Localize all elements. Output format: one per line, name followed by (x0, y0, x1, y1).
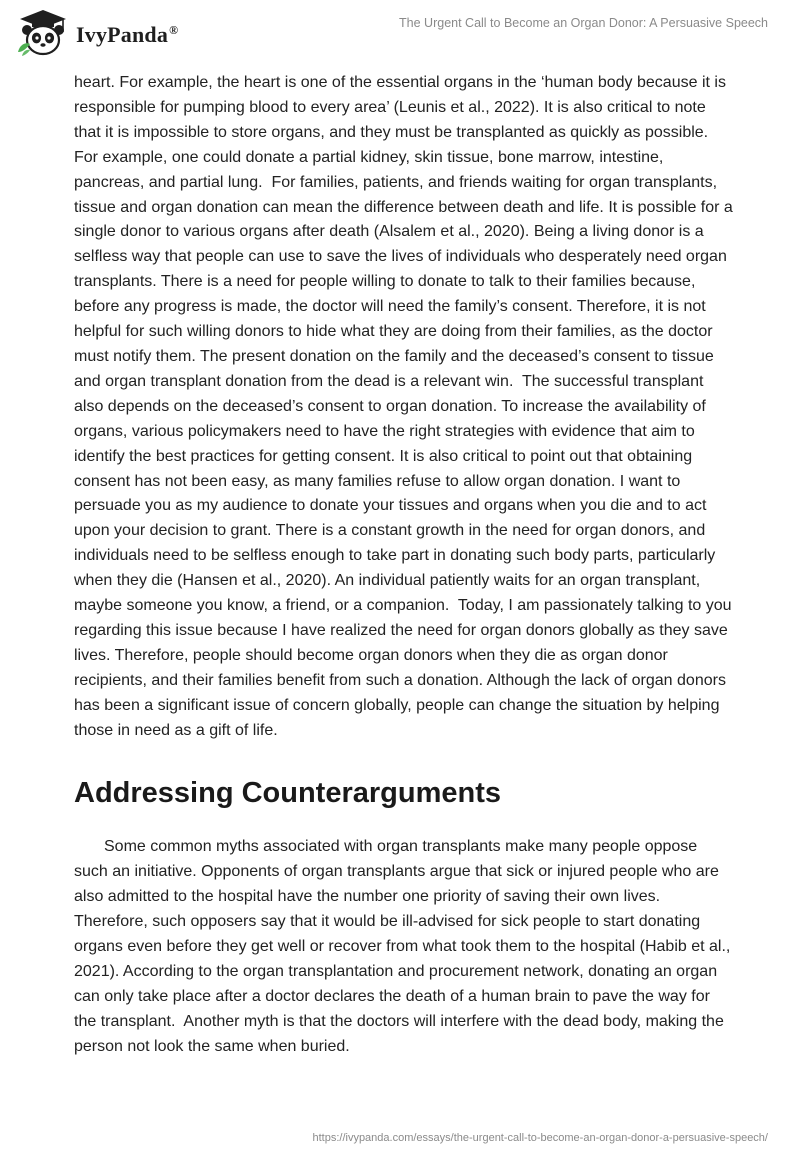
page-header (0, 0, 800, 64)
document-title: The Urgent Call to Become an Organ Donor: A Persuasive Speech (399, 16, 768, 30)
panda-graduate-icon (14, 8, 72, 58)
section-heading: Addressing Counterarguments (74, 777, 501, 810)
ivypanda-logo[interactable] (14, 8, 178, 58)
registered-mark: ® (169, 22, 179, 37)
body-paragraph-1: heart. For example, the heart is one of the essential organs in the ‘human body because it is responsible for pumping blood to every area’ (Leunis et al., 2022). It is also critical to note that it is impossible to store organs, and they must be transplanted as quickly as possible. For example, one could donate a partial kidney, skin tissue, bone marrow, intestine, pancreas, and partial lung. For families, patients, and friends waiting for organ transplants, tissue and organ donation can mean the difference between death and life. It is possible for a single donor to various organs after death (Alsalem et al., 2020). Being a living donor is a selfless way that people can use to save the lives of individuals who desperately need organ transplants. There is a need for people willing to donate to talk to their families because, before any progress is made, the doctor will need the family’s consent. Therefore, it is not helpful for such willing donors to hide what they are doing from their families, as the doctor must notify them. The present donation on the family and the deceased’s consent to tissue and organ transplant donation from the dead is a relevant win. The successful transplant also depends on the deceased’s consent to organ donation. To increase the availability of organs, various policymakers need to have the right strategies with evidence that aim to identify the best practices for getting consent. It is also critical to point out that obtaining consent has not been easy, as many families refuse to allow organ donation. I want to persuade you as my audience to donate your tissues and organs when you die and to act upon your decision to grant. There is a constant growth in the need for organ donors, and individuals need to be selfless enough to take part in donating such body parts, particularly when they die (Hansen et al., 2020). An individual patiently waits for an organ transplant, maybe someone you know, a friend, or a companion. Today, I am passionately talking to you regarding this issue because I have realized the need for organ donors globally as they save lives. Therefore, people should become organ donors when they die as organ donor recipients, and their families benefit from such a donation. Although the lack of organ donors has been a significant issue of concern globally, people can change the situation by helping those in need as a gift of life. (74, 74, 738, 739)
essay-content (74, 71, 738, 1060)
body-paragraph-2: Some common myths associated with organ transplants make many people oppose such an initiative. Opponents of organ transplants argue that sick or injured people who are also admitted to the hospital have the number one priority of saving their own lives. Therefore, such opposers say that it would be ill-advised for sick people to start donating organs even before they get well or recover from what took them to the hospital (Habib et al., 2021). According to the organ transplantation and procurement network, donating an organ can only take place after a doctor declares the death of a human brain to pave the way for the transplant. Another myth is that the doctors will interfere with the dead body, making the person not look the same when buried. (74, 838, 735, 1055)
logo-wordmark: IvyPanda® (76, 22, 179, 47)
source-url[interactable]: https://ivypanda.com/essays/the-urgent-call-to-become-an-organ-donor-a-persuasive-speech/ (312, 1132, 768, 1144)
